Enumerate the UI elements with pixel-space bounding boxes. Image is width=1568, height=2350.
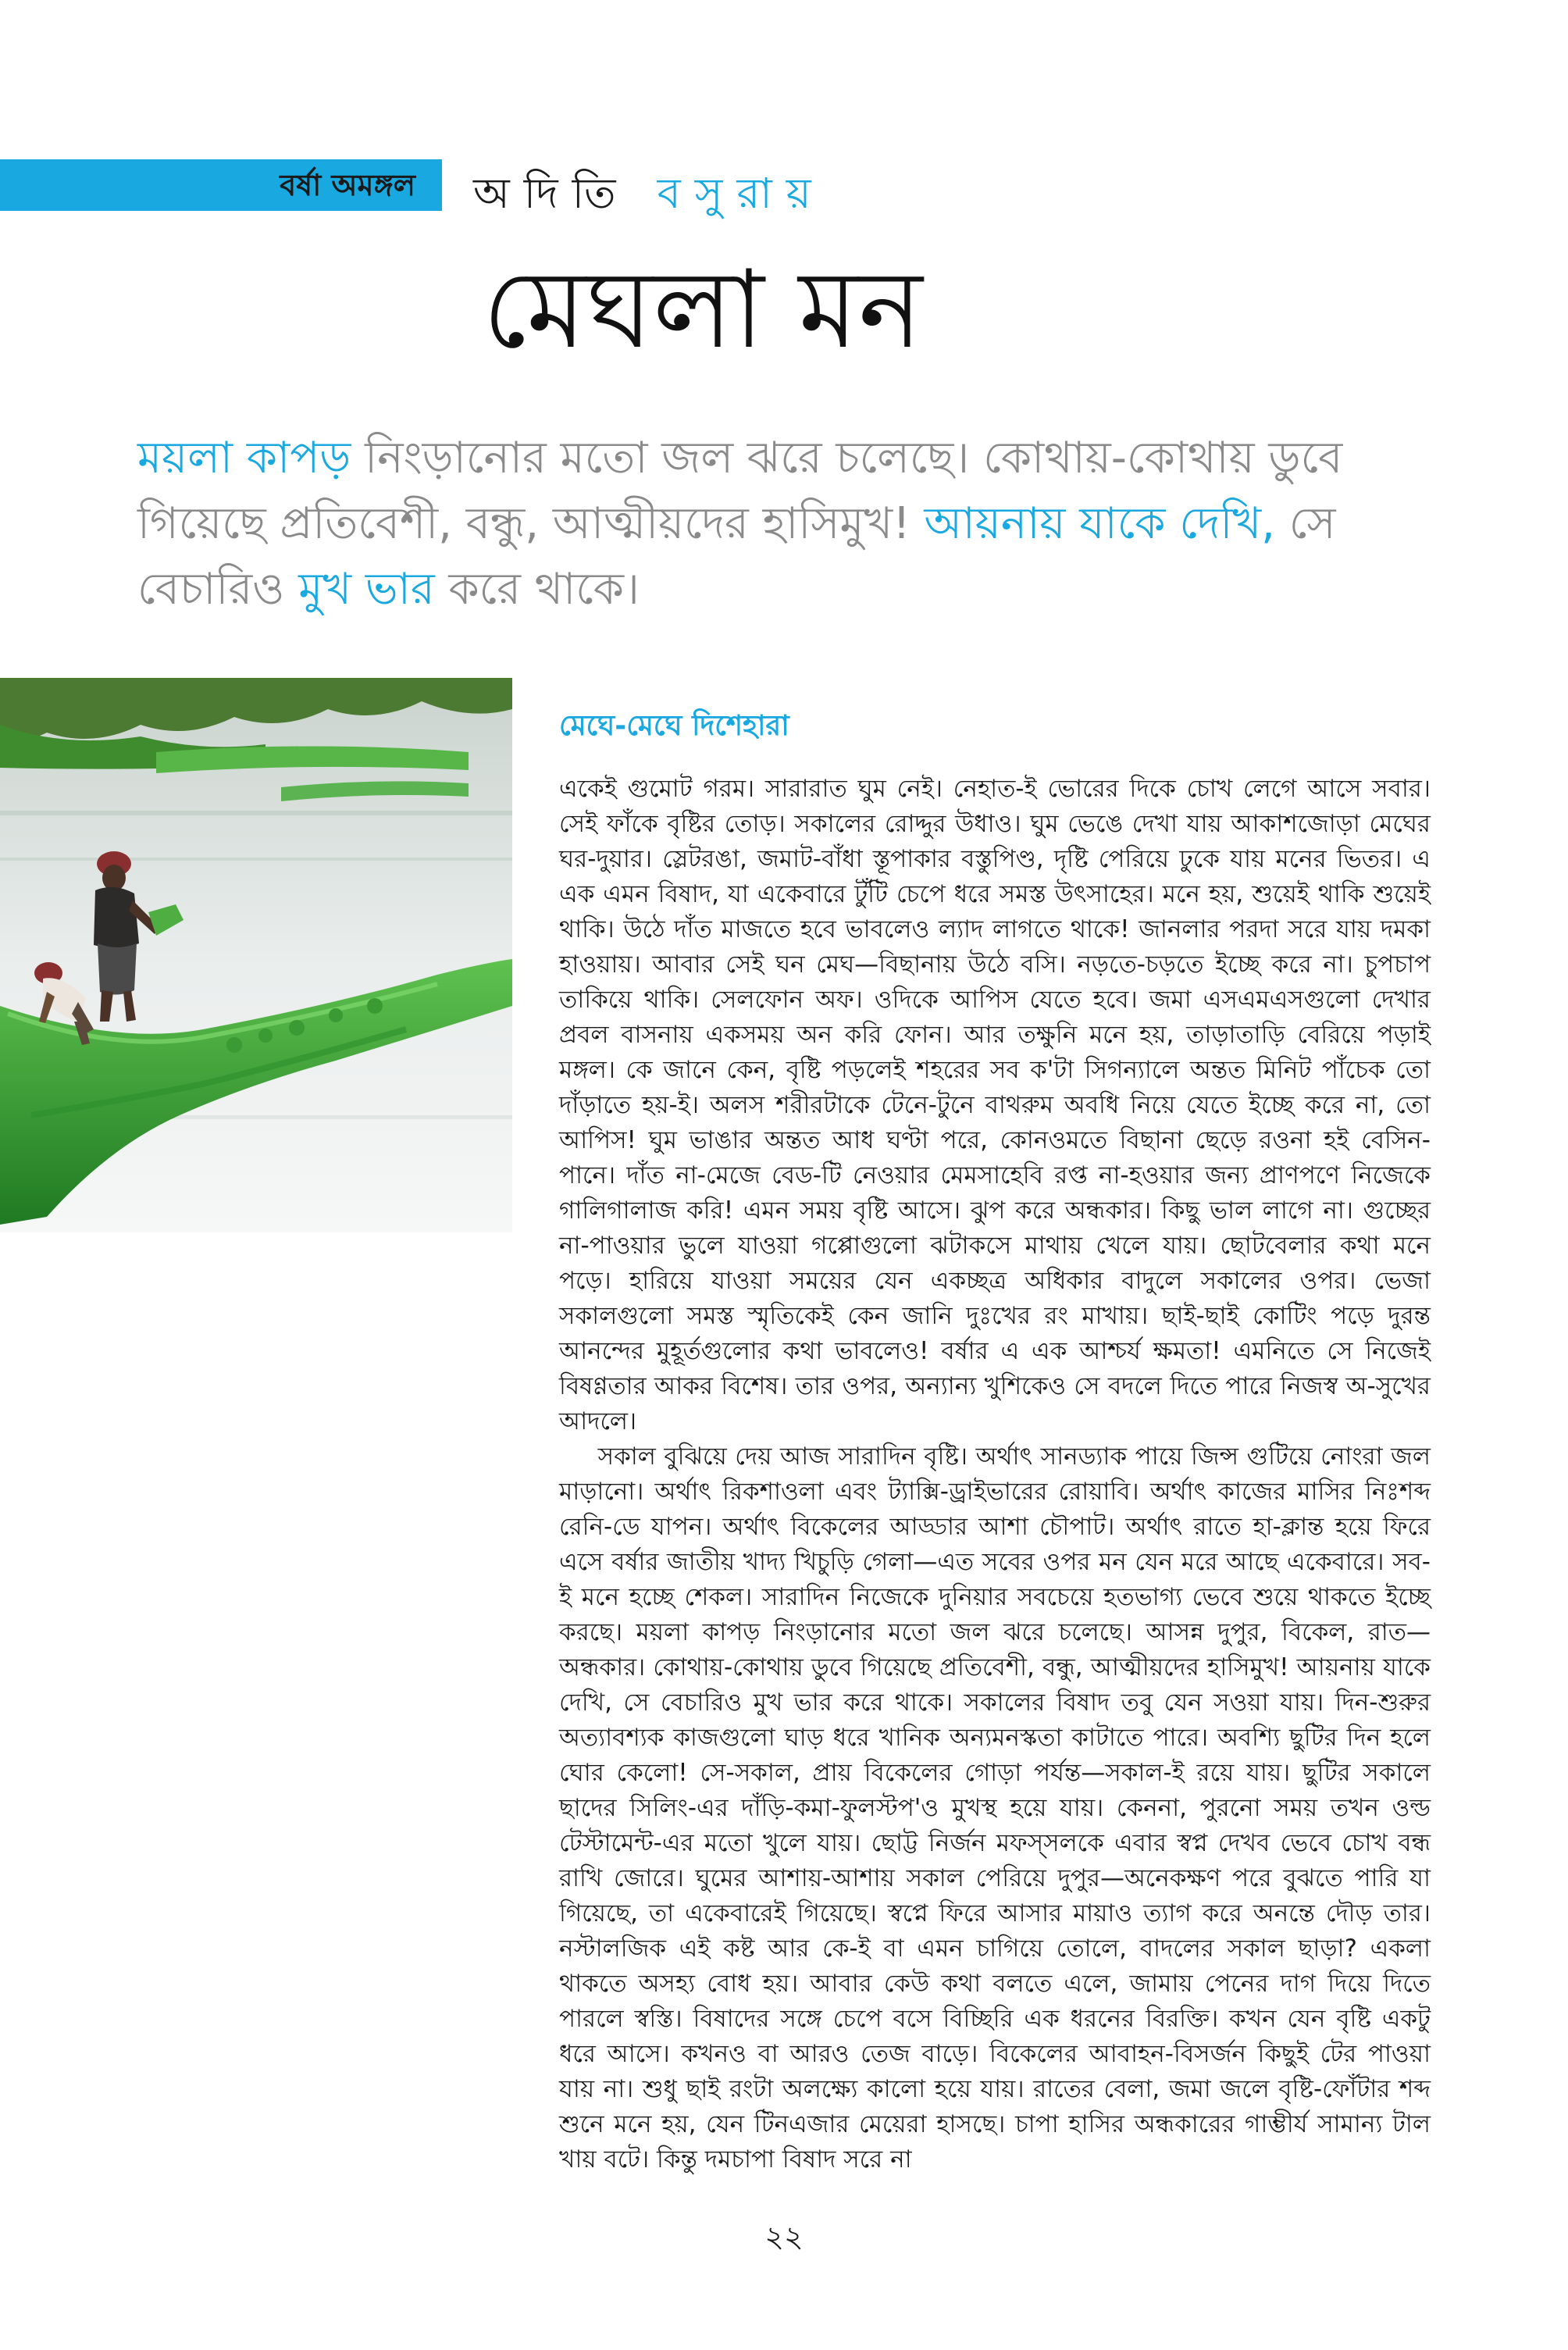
article-title: মেঘলা মন <box>483 247 923 373</box>
lede-highlight-1: ময়লা কাপড় <box>137 433 351 483</box>
lede-highlight-3: মুখ ভার <box>298 564 435 615</box>
lede-text-3: করে থাকে। <box>434 564 640 615</box>
article-paragraph-1: একেই গুমোট গরম। সারারাত ঘুম নেই। নেহাত-ই ভোরের দিকে চোখ লেগে আসে সবার। সেই ফাঁকে বৃষ্টির তোড়। সকালের রোদ্দুর উধাও। ঘুম ভেঙে দেখা যায় আকাশজোড়া মেঘের ঘর-দুয়ার। স্লেটরঙা, জমাট-বাঁধা স্তূপাকার বস্তুপিণ্ড, দৃষ্টি পেরিয়ে ঢুকে যায় মনের ভিতর। এ এক এমন বিষাদ, যা একেবারে টুঁটি চেপে ধরে সমস্ত উৎসাহের। মনে হয়, শুয়েই থাকি শুয়েই থাকি। উঠে দাঁত মাজতে হবে ভাবলেও ল্যাদ লাগতে থাকে! জানলার পরদা সরে যায় দমকা হাওয়ায়। আবার সেই ঘন মেঘ—বিছানায় উঠে বসি। নড়তে-চড়তে ইচ্ছে করে না। চুপচাপ তাকিয়ে থাকি। সেলফোন অফ। ওদিকে আপিস যেতে হবে। জমা এসএমএসগুলো দেখার প্রবল বাসনায় একসময় অন করি ফোন। আর তক্ষুনি মনে হয়, তাড়াতাড়ি বেরিয়ে পড়াই মঙ্গল। কে জানে কেন, বৃষ্টি পড়লেই শহরের সব ক'টা সিগন্যালে অন্তত মিনিট পাঁচেক তো দাঁড়াতে হয়-ই। অলস শরীরটাকে টেনে-টুনে বাথরুম অবধি নিয়ে যেতে ইচ্ছে করে না, তো আপিস! ঘুম ভাঙার অন্তত আধ ঘণ্টা পরে, কোনওমতে বিছানা ছেড়ে রওনা হই বেসিন-পানে। দাঁত না-মেজে বেড-টি নেওয়ার মেমসাহেবি রপ্ত না-হওয়ার জন্য প্রাণপণে নিজেকে গালিগালাজ করি! এমন সময় বৃষ্টি আসে। ঝুপ করে অন্ধকার। কিছু ভাল লাগে না। গুচ্ছের না-পাওয়ার ভুলে যাওয়া গপ্পোগুলো ঝটাকসে মাথায় খেলে যায়। ছোটবেলার কথা মনে পড়ে। হারিয়ে যাওয়া সময়ের যেন একচ্ছত্র অধিকার বাদুলে সকালের ওপর। ভেজা সকালগুলো সমস্ত স্মৃতিকেই কেন জানি দুঃখের রং মাখায়। ছাই-ছাই কোটিং পড়ে দুরন্ত আনন্দের মুহূর্তগুলোর কথা ভাবলেও! বর্ষার এ এক আশ্চর্য ক্ষমতা! এমনিতে সে নিজেই বিষণ্ণতার আকর বিশেষ। তার ওপর, অন্যান্য খুশিকেও সে বদলে দিতে পারে নিজস্ব অ-সুখের আদলে। <box>559 775 1431 1435</box>
author-first-name: অদিতি <box>473 169 630 218</box>
lede-paragraph <box>137 426 1449 622</box>
article-paragraph-2: সকাল বুঝিয়ে দেয় আজ সারাদিন বৃষ্টি। অর্থাৎ সানড্যাক পায়ে জিন্স গুটিয়ে নোংরা জল মাড়ানো। অর্থাৎ রিকশাওলা এবং ট্যাক্সি-ড্রাইভারের রোয়াবি। অর্থাৎ কাজের মাসির নিঃশব্দ রেনি-ডে যাপন। অর্থাৎ বিকেলের আড্ডার আশা চৌপাট। অর্থাৎ রাতে হা-ক্লান্ত হয়ে ফিরে এসে বর্ষার জাতীয় খাদ্য খিচুড়ি গেলা—এত সবের ওপর মন যেন মরে আছে একেবারে। সব-ই মনে হচ্ছে শেকল। সারাদিন নিজেকে দুনিয়ার সবচেয়ে হতভাগ্য ভেবে শুয়ে থাকতে ইচ্ছে করছে। ময়লা কাপড় নিংড়ানোর মতো জল ঝরে চলেছে। আসন্ন দুপুর, বিকেল, রাত—অন্ধকার। কোথায়-কোথায় ডুবে গিয়েছে প্রতিবেশী, বন্ধু, আত্মীয়দের হাসিমুখ! আয়নায় যাকে দেখি, সে বেচারিও মুখ ভার করে থাকে। সকালের বিষাদ তবু যেন সওয়া যায়। দিন-শুরুর অত্যাবশ্যক কাজগুলো ঘাড় ধরে খানিক অন্যমনস্কতা কাটাতে পারে। অবশ্যি ছুটির দিন হলে ঘোর কেলো! সে-সকাল, প্রায় বিকেলের গোড়া পর্যন্ত—সকাল-ই রয়ে যায়। ছুটির সকালে ছাদের সিলিং-এর দাঁড়ি-কমা-ফুলস্টপ'ও মুখস্থ হয়ে যায়। কেননা, পুরনো সময় তখন ওল্ড টেস্টামেন্ট-এর মতো খুলে যায়। ছোট্ট নির্জন মফস্সলকে এবার স্বপ্ন দেখব ভেবে চোখ বন্ধ রাখি জোরে। ঘুমের আশায়-আশায় সকাল পেরিয়ে দুপুর—অনেকক্ষণ পরে বুঝতে পারি যা গিয়েছে, তা একেবারেই গিয়েছে। স্বপ্নে ফিরে আসার মায়াও ত্যাগ করে অনন্তে দৌড় তার। নস্টালজিক এই কষ্ট আর কে-ই বা এমন চাগিয়ে তোলে, বাদলের সকাল ছাড়া? একলা থাকতে অসহ্য বোধ হয়। আবার কেউ কথা বলতে এলে, জামায় পেনের দাগ দিয়ে দিতে পারলে স্বস্তি। বিষাদের সঙ্গে চেপে বসে বিচ্ছিরি এক ধরনের বিরক্তি। কখন যেন বৃষ্টি একটু ধরে আসে। কখনও বা আরও তেজ বাড়ে। বিকেলের আবাহন-বিসর্জন কিছুই টের পাওয়া যায় না। শুধু ছাই রংটা অলক্ষ্যে কালো হয়ে যায়। রাতের বেলা, জমা জলে বৃষ্টি-ফোঁটার শব্দ শুনে মনে হয়, যেন টিনএজার মেয়েরা হাসছে। চাপা হাসির অন্ধকারের গাম্ভীর্য সামান্য টাল খায় বটে। কিন্তু দমচাপা বিষাদ সরে না <box>559 1442 1431 2173</box>
lede-text-1: নিংড়ানোর মতো জল ঝরে চলেছে। কোথায়-কোথায় ডুবে গিয়েছে প্রতিবেশী, বন্ধু, আত্মীয়দের হাসিমুখ! <box>137 433 1343 549</box>
lede-highlight-2: আয়নায় যাকে দেখি, <box>924 498 1275 549</box>
section-tag: বর্ষা অমঙ্গল <box>280 168 415 202</box>
section-band <box>0 159 442 211</box>
rice-field-photo <box>0 678 512 1232</box>
article-subhead: মেঘে-মেঘে দিশেহারা <box>559 710 789 742</box>
article-body <box>559 772 1431 2177</box>
author-byline <box>473 161 825 231</box>
author-last-name: বসুরায় <box>657 169 825 218</box>
page-number: ২২ <box>764 2220 804 2254</box>
lede-text-2: সে বেচারিও <box>137 498 1336 615</box>
